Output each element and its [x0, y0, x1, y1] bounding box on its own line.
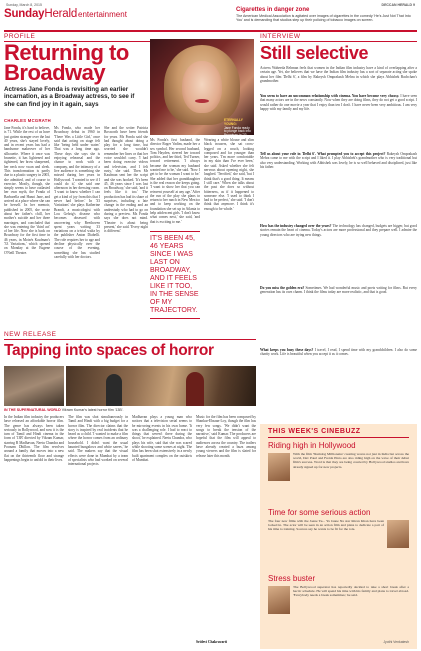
- promo-title: Cigarettes in danger zone: [236, 7, 310, 13]
- cinebuzz-item-photo: [268, 453, 290, 481]
- photo-caption: [224, 119, 252, 135]
- profile-column-5: Wearing a white blouse and slim black trousers, she sat cross-legged on a couch, looking composed and far younger than her years. 'I'm more comfortable in my skin than I've ever been,' she said. Asked whether she felt nervous about opening night, she laughed. 'Terrified,' she said, 'but I think that's a good thing. It means I still care.' When she talks about the past she does so without bitterness, as if it happened to someone else. 'I used to think I had to be perfect,' she said. 'I don't think that anymore. I think it's enough to be whole.': [204, 138, 254, 211]
- cinebuzz-item-body: [268, 452, 409, 469]
- cinebuzz-rule: [268, 437, 409, 438]
- interview-headline: Still selective: [260, 43, 369, 63]
- interview-kicker-rule: [260, 41, 417, 42]
- interview-question-3: How has the industry changed over the years?: [260, 224, 332, 228]
- photo-caption-text: Jane Fonda ready to plunge back into: [224, 125, 251, 134]
- film-still-figure-2: [186, 372, 204, 406]
- profile-standfirst: Actress Jane Fonda is revisiting an earlier incarnation, as a Broadway actress, to see if she can find joy in it again, says: [4, 86, 135, 108]
- profile-column-3: She and the writer Patricia Bosworth have been friends for years. Ms Fonda said she had thought about doing a play for a long time, but worried she wouldn't remember her lines or that her voice wouldn't carry. 'I had been doing exercise videos and television, and I felt rusty,' she said. Then Mr Kaufman sent her the script and she was hooked. 'It's been 45, 46 years since I was last on Broadway,' she said, 'and it feels like it too.' The production has had its share of surprises, including a late change in the ending and an understudy who had to go on during a preview. Ms Fonda says she does not mind. 'Theatre is about being present,' she said. 'Every night is different.': [104, 126, 148, 234]
- interview-question-4: Do you miss the golden era?: [260, 286, 305, 290]
- jane-fonda-photo: [150, 39, 254, 135]
- cinebuzz-item: [268, 441, 409, 482]
- masthead-brand: [4, 8, 77, 20]
- profile-column-2: Ms Fonda, who made her Broadway debut in 1960 in 'There Was a Little Girl,' once said that acting on stage felt like 'being held under water.' That was a long time ago. These days she says she is enjoying rehearsal and the chance to work with a company, and the intimacy of a live audience is something she missed during her years in Hollywood. 'I wanted to see if I could do it,' she said one afternoon in her dressing room. 'I want to know whether I can get a kind of joy from this that I never had before.' In '33 Variations' she plays Katherine Brandt, a musicologist with Lou Gehrig's disease who becomes obsessed with uncovering why Beethoven spent years writing 33 variations on a trivial waltz by the publisher Anton Diabelli. The role requires her to age and decline physically over the course of the evening, something she has studied carefully with her doctors.: [54, 126, 100, 259]
- interview-answer-3: The technology has changed, budgets are bigger, but good stories remain the heart of cinema. Today's actors are more professional and they prepare well. I admire the young directors who are trying new things.: [260, 224, 417, 237]
- newrelease-column-3: Madhavan plays a young man who notices that a television serial seems to be mirroring events in his own home. 'It was a challenging role. I had to react to things that weren't there during the shoot,' he explained. Neetu Chandra, who plays his wife, said that she was scared while shooting some scenes at night. The film has been shot extensively in a newly built apartment complex on the outskirts of Mumbai.: [132, 415, 192, 462]
- cinebuzz-item-text: The four new films with the Jaane Tu... Ya Jaane Na star Imran Khan have been locked in. The actor will be seen in an action film and plans to dedicate a part of his time to training. Sources say he wants to be fit for the role.: [268, 519, 384, 532]
- interview-intro: Actress Waheeda Rehman feels that women in the Indian film industry have a kind of overlapping after a certain age. Yet, she believes that we have the Indian film industry has a sort of separate acting she spoke about her film 'Delhi 6', a film by Rakeysh Omprakash Mehra in which she plays Abhishek Bachchan's grandmother.: [260, 66, 417, 83]
- cinebuzz-title: THIS WEEK'S CINEBUZZ: [268, 428, 361, 435]
- pull-quote: [150, 228, 200, 321]
- interview-answer-5: I travel, I read, I spend time with my grandchildren. I also do some charity work. Life is beautiful when you accept it as it comes.: [260, 348, 417, 357]
- cinebuzz-author: Jyothi Venkatesh: [383, 640, 409, 644]
- cinebuzz-item: [268, 508, 409, 549]
- cinebuzz-item-text: With the film 'Slumdog Millionaire' creating waves not just in India but across the world, Dev Patel and Freida Pinto are also riding high on the wave of their debut film's success. Word is that they are being courted by Hollywood studios and have already signed up for new projects.: [293, 452, 409, 469]
- photo-lips: [195, 99, 209, 103]
- profile-kicker: PROFILE: [4, 33, 36, 40]
- cinebuzz-item-photo: [387, 520, 409, 548]
- film-still-caption-label: IN THE SUPERNATURAL WORLD: [4, 408, 61, 412]
- interview-answer-1: I have seen that many actors are in the news constantly. Now when they are doing films, they do not get a good script. I would rather do one movie a year that I enjoy than ten I don't. I have never been very ambitious. I am very happy with my family and my life.: [260, 94, 417, 111]
- interview-qa-5: [260, 348, 417, 420]
- interview-qa-1: [260, 94, 417, 150]
- interview-qa-2: [260, 152, 417, 222]
- interview-qa-3: [260, 224, 417, 284]
- newrelease-column-1: In the Indian film industry the producers have released an affordable horror film. The genre has always been taken seriously in Bollywood, and now it is the turn of Tamil and Hindi cinema in the form of '13B' directed by Vikram Kumar, starring R Madhavan, Neetu Chandra and Poonam Dhillon. The film revolves around a family that moves into a new flat on the thirteenth floor and strange happenings begin to unfold in their lives.: [4, 415, 64, 462]
- cinebuzz-item-body: [268, 519, 409, 532]
- newrelease-kicker: NEW RELEASE: [4, 331, 57, 338]
- pull-quote-text: IT'S BEEN 45, 46 YEARS SINCE I WAS LAST ON BROADWAY, AND IT FEELS LIKE IT TOO, IN THE SENSE OF MY TRAJECTORY.: [150, 234, 199, 314]
- section-name: entertainment: [78, 10, 127, 19]
- newrelease-byline: Sridevi Chakravarti: [196, 640, 228, 644]
- profile-column-4: Ms Fonda's first husband, the director Roger Vadim, made her a sex symbol. Her second husband, Tom Hayden, steered her toward politics, and her third, Ted Turner, toward retirement. 'I always became the woman my husband wanted me to be,' she said. 'Now I get to be the woman I want to be.' She added that her granddaughter is the real reason she keeps going. 'I want to show her that you can reinvent yourself at any age.' After the run of the play she plans to return to her ranch in New Mexico and to keep working on the foundation she set up in Atlanta to help adolescent girls. 'I don't know what comes next,' she said, 'and that is exciting to me.': [150, 138, 200, 224]
- interview-answer-2: Rakeysh Omprakash Mehra came to me with the script and I liked it. I play Abhishek's grandmother who is very traditional but also very understanding. Working with Abhishek was lovely, he is so well behaved and disciplined, just like his father.: [260, 152, 417, 169]
- profile-byline: CHARLES MCGRATH: [4, 118, 51, 123]
- promo-body: The American Medical Association is agitated over images of cigarettes in the comedy 'He's Just Not That Into You' and is demanding that studios step up their policing of tobacco images on screen.: [236, 14, 411, 23]
- newrelease-column-2: The film was shot simultaneously in Tamil and Hindi with a big budget for a horror film. The director claims that the story is inspired by real incidents that he heard as a child. 'I wanted to make a film where the horror comes from an ordinary household. I didn't want the usual haunted bungalows and white sarees,' he said. The makers say that the visual effects were done in Mumbai by a team of specialists who had worked on several international projects.: [68, 415, 128, 467]
- profile-headline: Returning to Broadway: [4, 40, 129, 85]
- newspaper-name: DECCAN HERALD 9: [381, 3, 415, 7]
- cinebuzz-item-title: Stress buster: [268, 574, 316, 583]
- interview-kicker: INTERVIEW: [260, 33, 301, 40]
- interview-qa-4: [260, 286, 417, 346]
- pull-quote-rule-top: [150, 231, 200, 232]
- newrelease-kicker-rule: [4, 339, 256, 340]
- cinebuzz-item-title: Riding high in Hollywood: [268, 441, 356, 450]
- header-rule: [4, 30, 417, 32]
- interview-question-2: Tell us about your role in 'Delhi 6'. What prompted you to accept this project?: [260, 152, 386, 156]
- film-still-figure-1: [106, 374, 122, 406]
- newrelease-column-4: Music for the film has been composed by Shankar-Ehsaan-Loy, though the film has very few songs. 'We didn't want the songs to break the tension of the narrative,' said Kumar. The producers are hopeful that the film will appeal to audiences across the country. The trailers have already created a buzz among young viewers and the film is slated for release later this month.: [196, 415, 256, 458]
- brand-light: Herald: [44, 8, 78, 20]
- pull-quote-rule-bottom: [150, 318, 200, 319]
- cinebuzz-item: [268, 574, 409, 615]
- cinebuzz-item-title: Time for some serious action: [268, 508, 371, 517]
- photo-caption-label: ETERNALLY YOUNG:: [224, 118, 243, 126]
- cinebuzz-item-text: The Bollywood superstar has reportedly decided to take a short break after a hectic schedule. He will spend his time with his family and plans to travel abroad. 'Everybody needs a break sometimes,' he said.: [293, 585, 409, 598]
- interview-question-5: What keeps you busy these days?: [260, 348, 314, 352]
- film-still-caption: [4, 408, 256, 412]
- profile-column-1: Jane Fonda, it's hard to believe, is 71. While the rest of us have just gotten stranger over the last 40 years, she's stayed lovely, and in recent years has had a handsome makeover of her silhouette. Where it once was brunette, it has lightened and tightened, her brow sharpened, her neck now swan and sleek. This transformation is partly due to a plastic surgery in 2003, she admitted, and of course to exercise. Mostly, though, she simply seems to have outlasted her own myth, the Fonda of Barbarella and Hanoi Jane, and arrived at a place where she can be herself. In her memoir, published in 2005, she wrote about her father's chill, her mother's suicide and her three marriages, and concluded that she was entering the 'third act' of her life. Now she is back on Broadway for the first time in 46 years, in Moisés Kaufman's '33 Variations,' which opened on Monday at the Eugene O'Neill Theatre.: [4, 126, 50, 255]
- photo-face: [182, 61, 222, 113]
- cinebuzz-box: [260, 424, 417, 649]
- promo-box: [236, 7, 417, 29]
- film-still-left: [4, 366, 64, 406]
- interview-answer-4: Sometimes. We had wonderful music and poets writing for films. But every generation has its own charm. I think the films today are more realistic, and that is good.: [260, 286, 417, 295]
- cinebuzz-item-photo: [268, 586, 290, 614]
- newrelease-headline: Tapping into spaces of horror: [4, 342, 214, 359]
- film-still-caption-text: Vikram Kumar's latest horror film '13B'.: [61, 408, 124, 412]
- brand-bold: Sunday: [4, 8, 45, 20]
- issue-date: Sunday, March 8, 2015: [6, 3, 42, 7]
- interview-question-1: You seem to have an uncommon relationship with cinema. You have become very choosy.: [260, 94, 400, 98]
- film-still-main: [66, 366, 256, 406]
- cinebuzz-item-body: [268, 585, 409, 598]
